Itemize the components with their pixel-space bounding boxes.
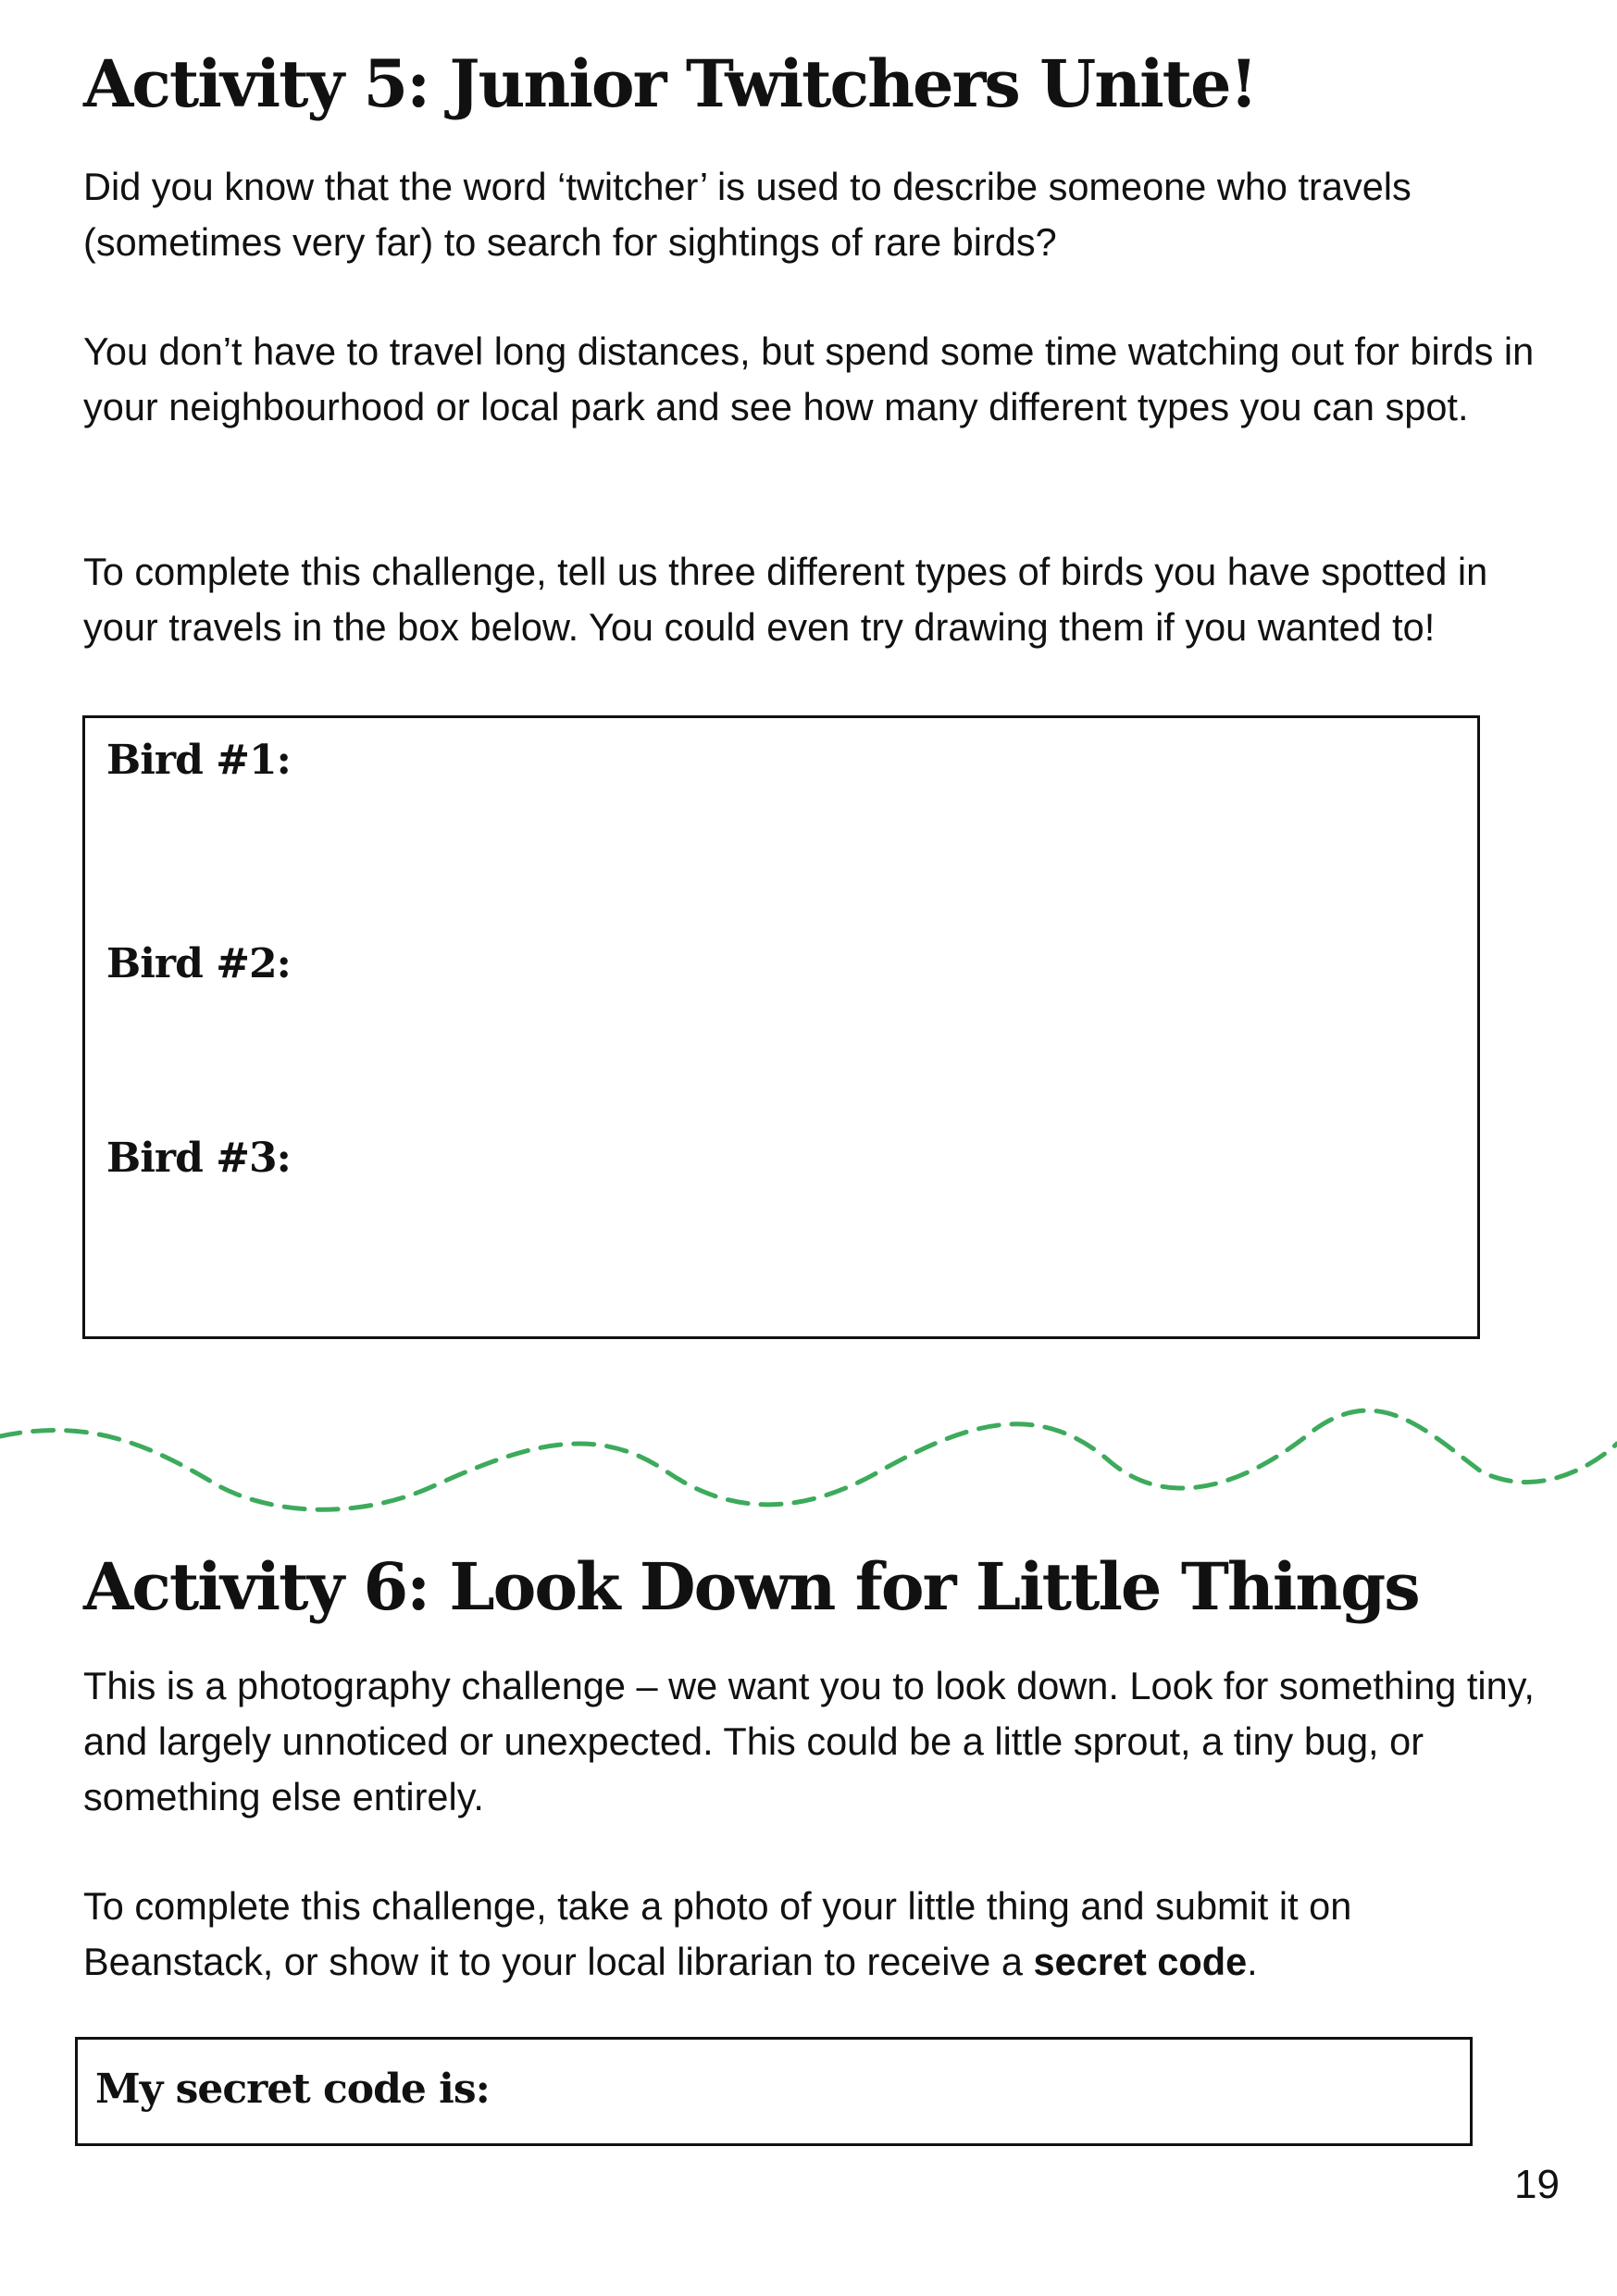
activity-5-title: Activity 5: Junior Twitchers Unite! — [83, 45, 1257, 122]
activity-6-instructions — [83, 1879, 1546, 1990]
secret-code-box[interactable] — [75, 2037, 1473, 2146]
activity-5-instructions: You don’t have to travel long distances, but spend some time watching out for birds in your neighbourhood or local park and see how many different types you can spot. — [83, 329, 1535, 428]
bird-2-label: Bird #2: — [106, 940, 291, 987]
wave-divider — [0, 1379, 1617, 1527]
bird-answer-box[interactable] — [82, 715, 1480, 1339]
page-number: 19 — [1514, 2162, 1560, 2207]
activity-6-title: Activity 6: Look Down for Little Things — [83, 1548, 1419, 1625]
activity-5-intro: Did you know that the word ‘twitcher’ is used to describe someone who travels (sometimes very far) to search for sightings of rare birds? — [83, 165, 1412, 264]
activity-6-instructions-text: To complete this challenge, take a photo of your little thing and submit it on Beanstack, or show it to your local librarian to receive a — [83, 1884, 1352, 1983]
wave-divider-line — [0, 1410, 1617, 1509]
secret-code-label: My secret code is: — [95, 2066, 490, 2113]
secret-code-emphasis: secret code — [1033, 1940, 1248, 1983]
activity-6-instructions-end: . — [1247, 1940, 1258, 1983]
activity-6-intro: This is a photography challenge – we want you to look down. Look for something tiny, and largely unnoticed or unexpected. This could be a little sprout, a tiny bug, or something else entirely. — [83, 1664, 1535, 1818]
bird-3-label: Bird #3: — [106, 1135, 291, 1182]
activity-5-challenge: To complete this challenge, tell us three different types of birds you have spotted in your travels in the box below. You could even try drawing them if you wanted to! — [83, 550, 1488, 649]
bird-1-label: Bird #1: — [106, 737, 291, 784]
